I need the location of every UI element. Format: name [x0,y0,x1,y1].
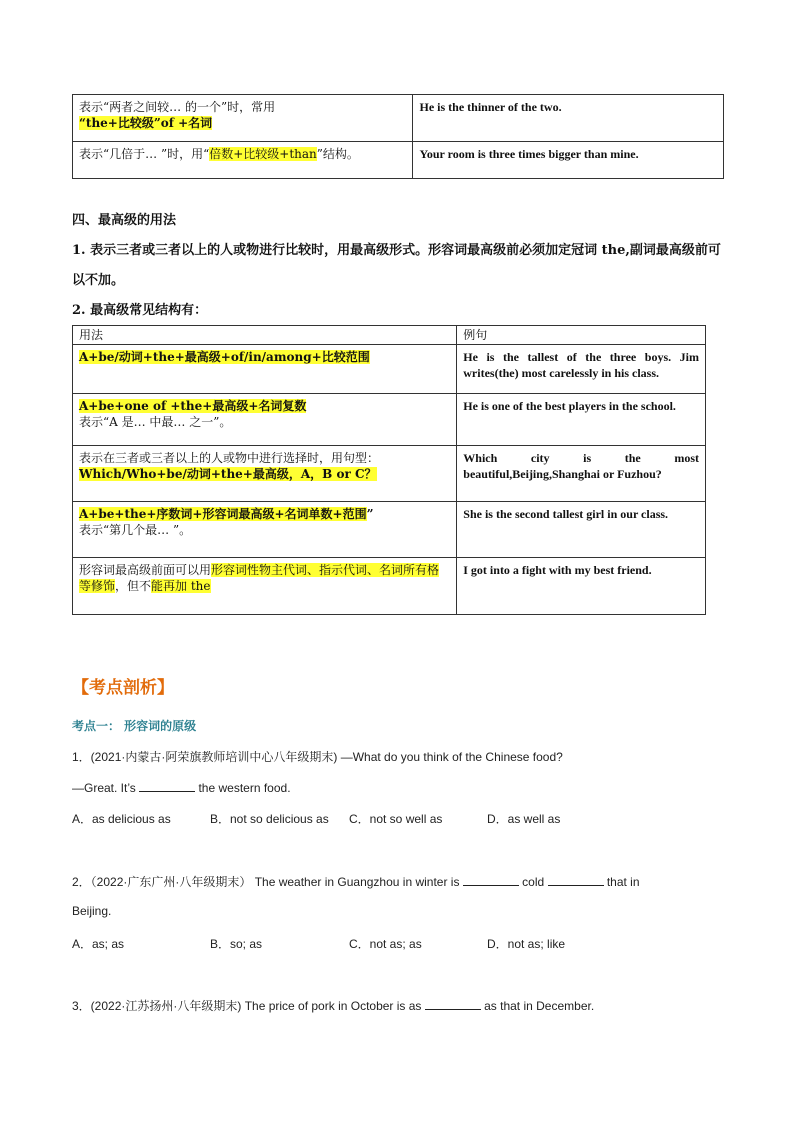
table-row [73,446,706,502]
usage-cell [73,95,413,142]
highlighted-structure: “the+比较级”of +名词 [79,116,213,130]
option-d[interactable]: D．not as; like [487,937,566,951]
question-3 [72,997,594,1014]
usage-text: 表示“几倍于… ”时，用“ [79,147,210,161]
usage-cell [73,394,457,446]
table-header-row [73,326,706,345]
usage-cell [73,142,413,179]
example-cell: She is the second tallest girl in our class. [457,502,706,558]
section-paragraph-1: 1. 表示三者或三者以上的人或物进行比较时，用最高级形式。形容词最高级前必须加定冠词 the,副词最高级前可以不加。 [72,243,721,288]
example-cell: He is the thinner of the two. [413,95,724,142]
usage-text: 表示“第几个最… ”。 [79,523,192,537]
usage-cell [73,345,457,394]
answer-blank [463,873,519,886]
table-row [73,394,706,446]
highlighted-structure: 能再加 the [151,579,211,593]
highlighted-structure: Which/Who+be/动词+the+最高级，A，B or C？ [79,467,377,481]
answer-blank [548,873,604,886]
usage-text: ，但不 [115,579,152,593]
usage-text-suffix: ”结构。 [316,147,359,161]
usage-text: 表示在三者或三者以上的人或物中进行选择时，用句型： [79,451,380,465]
question-1-line2 [72,779,291,795]
header-example: 例句 [457,326,706,345]
analysis-title: 【考点剖析】 [72,678,174,698]
example-cell: He is the tallest of the three boys. Jim writes(the) most carelessly in his class. [457,345,706,394]
option-c[interactable]: C．not as; as [349,937,422,951]
highlighted-structure: 倍数+比较级+than [209,147,317,161]
example-cell: He is one of the best players in the school. [457,394,706,446]
question-text: cold [518,875,548,889]
option-a[interactable]: A．as; as [72,937,125,951]
question-text: 2．（2022·广东广州·八年级期末） The weather in Guangzhou in winter is [72,875,463,889]
example-cell: I got into a fight with my best friend. [457,558,706,615]
option-b[interactable]: B．not so delicious as [210,812,329,826]
question-text: the western food. [195,781,291,795]
usage-text-quote: ” [366,507,374,521]
section-heading: 四、最高级的用法 [72,213,177,228]
usage-text: 形容词最高级前面可以用 [79,563,212,577]
table-row [73,95,724,142]
usage-cell [73,502,457,558]
highlighted-structure: A+be/动词+the+最高级+of/in/among+比较范围 [79,350,370,364]
point-title: 考点一： 形容词的原级 [72,719,197,733]
table-row [73,142,724,179]
question-2-line2: Beijing. [72,904,112,918]
option-a[interactable]: A．as delicious as [72,812,171,826]
usage-text: 表示“两者之间较… 的一个”时，常用 [79,100,276,114]
highlighted-structure: A+be+the+序数词+形容词最高级+名词单数+范围 [79,507,367,521]
usage-text: 表示“A 是… 中最… 之一”。 [79,415,232,429]
question-2 [72,873,724,890]
table-row [73,345,706,394]
answer-blank [425,997,481,1010]
example-cell: Which city is the most beautiful,Beijing,Shanghai or Fuzhou? [457,446,706,502]
question-text: 3．(2022·江苏扬州·八年级期末) The price of pork in October is as [72,999,425,1013]
question-text: that in [603,875,640,889]
option-c[interactable]: C．not so well as [349,812,443,826]
table-row [73,558,706,615]
answer-blank [139,779,195,792]
section-paragraph-2: 2. 最高级常见结构有： [72,303,208,318]
question-text: —Great. It’s [72,781,140,795]
usage-cell [73,558,457,615]
header-usage: 用法 [73,326,457,345]
option-b[interactable]: B．so; as [210,937,263,951]
comparative-usage-table [72,94,724,179]
table-row [73,502,706,558]
example-cell: Your room is three times bigger than mine. [413,142,724,179]
highlighted-structure: A+be+one of +the+最高级+名词复数 [79,399,307,413]
highlighted-structure: 形容词性物主代词、指示代词、名词所有格等修饰 [79,563,440,593]
superlative-usage-table [72,325,706,615]
usage-cell [73,446,457,502]
question-text: as that in December. [480,999,595,1013]
option-d[interactable]: D．as well as [487,812,561,826]
question-1: 1．(2021·内蒙古·阿荣旗教师培训中心八年级期末) —What do you think of the Chinese food? [72,750,563,764]
